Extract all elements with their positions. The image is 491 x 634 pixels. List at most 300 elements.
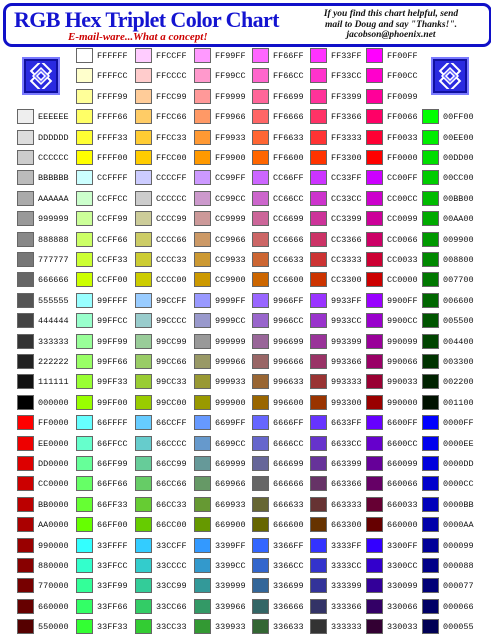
hex-label: 66CC99 (156, 459, 187, 469)
color-swatch[interactable] (366, 170, 383, 185)
color-swatch[interactable] (366, 232, 383, 247)
hex-label: 6666CC (273, 439, 304, 449)
color-swatch[interactable] (366, 293, 383, 308)
color-swatch[interactable] (366, 395, 383, 410)
color-swatch[interactable] (76, 191, 93, 206)
hex-label: 663333 (331, 500, 362, 510)
color-swatch[interactable] (194, 395, 211, 410)
color-swatch[interactable] (76, 272, 93, 287)
color-swatch[interactable] (422, 252, 439, 267)
color-swatch[interactable] (366, 619, 383, 634)
color-swatch[interactable] (422, 211, 439, 226)
page-title: RGB Hex Triplet Color Chart (14, 7, 279, 32)
color-swatch[interactable] (422, 558, 439, 573)
color-swatch[interactable] (252, 497, 269, 512)
color-swatch[interactable] (252, 68, 269, 83)
color-swatch[interactable] (194, 354, 211, 369)
color-swatch[interactable] (252, 354, 269, 369)
color-swatch[interactable] (366, 558, 383, 573)
color-swatch[interactable] (366, 252, 383, 267)
color-swatch[interactable] (76, 313, 93, 328)
color-swatch[interactable] (135, 150, 152, 165)
color-swatch[interactable] (252, 170, 269, 185)
hex-label: FF33CC (331, 71, 362, 81)
color-swatch[interactable] (422, 374, 439, 389)
color-swatch[interactable] (422, 334, 439, 349)
color-swatch[interactable] (135, 130, 152, 145)
color-swatch[interactable] (76, 578, 93, 593)
color-swatch[interactable] (366, 150, 383, 165)
color-swatch[interactable] (252, 456, 269, 471)
color-swatch[interactable] (17, 599, 34, 614)
color-swatch[interactable] (194, 109, 211, 124)
hex-label: CCCC00 (156, 275, 187, 285)
color-swatch[interactable] (252, 415, 269, 430)
color-swatch[interactable] (366, 517, 383, 532)
color-swatch[interactable] (194, 150, 211, 165)
color-swatch[interactable] (366, 354, 383, 369)
color-swatch[interactable] (366, 538, 383, 553)
color-swatch[interactable] (17, 558, 34, 573)
color-swatch[interactable] (76, 415, 93, 430)
hex-label: 999999 (38, 214, 69, 224)
hex-label: FF6600 (273, 153, 304, 163)
color-swatch[interactable] (252, 211, 269, 226)
hex-label: FF9999 (215, 92, 246, 102)
color-swatch[interactable] (310, 68, 327, 83)
color-swatch[interactable] (135, 232, 152, 247)
color-swatch[interactable] (310, 497, 327, 512)
color-swatch[interactable] (310, 211, 327, 226)
hex-label: 660000 (38, 602, 69, 612)
color-swatch[interactable] (366, 89, 383, 104)
hex-label: DD0000 (38, 459, 69, 469)
color-swatch[interactable] (76, 130, 93, 145)
color-swatch[interactable] (366, 272, 383, 287)
color-swatch[interactable] (252, 313, 269, 328)
hex-label: 770000 (38, 581, 69, 591)
color-swatch[interactable] (422, 313, 439, 328)
color-swatch[interactable] (252, 150, 269, 165)
color-swatch[interactable] (422, 497, 439, 512)
hex-label: 0000FF (443, 418, 474, 428)
color-swatch[interactable] (76, 599, 93, 614)
color-swatch[interactable] (366, 130, 383, 145)
color-swatch[interactable] (135, 68, 152, 83)
color-swatch[interactable] (135, 313, 152, 328)
hex-label: 330066 (387, 602, 418, 612)
color-swatch[interactable] (252, 89, 269, 104)
color-swatch[interactable] (135, 517, 152, 532)
hex-label: 666666 (273, 479, 304, 489)
color-swatch[interactable] (76, 48, 93, 63)
color-swatch[interactable] (17, 456, 34, 471)
hex-label: FF0066 (387, 112, 418, 122)
color-swatch[interactable] (135, 558, 152, 573)
color-swatch[interactable] (17, 232, 34, 247)
color-swatch[interactable] (310, 191, 327, 206)
hex-label: 99FF00 (97, 398, 128, 408)
color-swatch[interactable] (194, 334, 211, 349)
color-swatch[interactable] (76, 436, 93, 451)
color-swatch[interactable] (17, 313, 34, 328)
color-swatch[interactable] (194, 293, 211, 308)
color-swatch[interactable] (366, 476, 383, 491)
color-swatch[interactable] (17, 415, 34, 430)
hex-label: 9933CC (331, 316, 362, 326)
color-swatch[interactable] (135, 497, 152, 512)
color-swatch[interactable] (135, 395, 152, 410)
color-swatch[interactable] (76, 619, 93, 634)
color-swatch[interactable] (135, 48, 152, 63)
color-swatch[interactable] (194, 313, 211, 328)
note-line-1: If you find this chart helpful, send (323, 9, 459, 19)
hex-label: 996699 (273, 337, 304, 347)
hex-label: 333366 (331, 602, 362, 612)
hex-label: 33FFCC (97, 561, 128, 571)
color-swatch[interactable] (310, 334, 327, 349)
color-swatch[interactable] (194, 130, 211, 145)
color-swatch[interactable] (17, 578, 34, 593)
hex-label: FFCC99 (156, 92, 187, 102)
color-swatch[interactable] (310, 354, 327, 369)
color-swatch[interactable] (252, 558, 269, 573)
hex-label: 99FF66 (97, 357, 128, 367)
color-swatch[interactable] (310, 89, 327, 104)
hex-label: FF9900 (215, 153, 246, 163)
hex-label: 993399 (331, 337, 362, 347)
color-swatch[interactable] (135, 252, 152, 267)
color-swatch[interactable] (310, 150, 327, 165)
color-swatch[interactable] (194, 252, 211, 267)
color-swatch[interactable] (194, 191, 211, 206)
color-swatch[interactable] (422, 232, 439, 247)
color-swatch[interactable] (76, 456, 93, 471)
color-swatch[interactable] (76, 252, 93, 267)
color-swatch[interactable] (17, 517, 34, 532)
color-swatch[interactable] (366, 211, 383, 226)
color-swatch[interactable] (17, 334, 34, 349)
color-swatch[interactable] (135, 272, 152, 287)
color-swatch[interactable] (76, 150, 93, 165)
color-swatch[interactable] (310, 374, 327, 389)
color-swatch[interactable] (76, 395, 93, 410)
color-swatch[interactable] (17, 252, 34, 267)
color-swatch[interactable] (17, 374, 34, 389)
color-swatch[interactable] (422, 538, 439, 553)
hex-label: 669966 (215, 479, 246, 489)
hex-label: 66FF33 (97, 500, 128, 510)
color-swatch[interactable] (422, 476, 439, 491)
color-swatch[interactable] (194, 211, 211, 226)
color-swatch[interactable] (135, 170, 152, 185)
color-swatch[interactable] (76, 354, 93, 369)
color-swatch[interactable] (366, 334, 383, 349)
color-swatch[interactable] (17, 619, 34, 634)
hex-label: 777777 (38, 255, 69, 265)
color-swatch[interactable] (422, 150, 439, 165)
color-swatch[interactable] (252, 619, 269, 634)
color-swatch[interactable] (366, 191, 383, 206)
color-swatch[interactable] (366, 436, 383, 451)
color-swatch[interactable] (17, 272, 34, 287)
hex-label: CC00FF (387, 173, 418, 183)
color-swatch[interactable] (194, 538, 211, 553)
hex-label: 00BB00 (443, 194, 474, 204)
color-swatch[interactable] (135, 334, 152, 349)
hex-label: 99CCFF (156, 296, 187, 306)
hex-label: FFFF33 (97, 133, 128, 143)
hex-label: 999999 (215, 337, 246, 347)
color-swatch[interactable] (366, 313, 383, 328)
color-swatch[interactable] (194, 578, 211, 593)
hex-label: FF3399 (331, 92, 362, 102)
color-swatch[interactable] (310, 619, 327, 634)
color-swatch[interactable] (135, 211, 152, 226)
color-swatch[interactable] (422, 436, 439, 451)
color-swatch[interactable] (17, 497, 34, 512)
color-swatch[interactable] (310, 232, 327, 247)
color-swatch[interactable] (252, 252, 269, 267)
color-swatch[interactable] (17, 170, 34, 185)
hex-label: 33FF99 (97, 581, 128, 591)
color-swatch[interactable] (366, 578, 383, 593)
hex-label: 3333FF (331, 541, 362, 551)
color-swatch[interactable] (135, 374, 152, 389)
color-swatch[interactable] (252, 517, 269, 532)
color-swatch[interactable] (422, 415, 439, 430)
color-swatch[interactable] (252, 232, 269, 247)
color-swatch[interactable] (194, 89, 211, 104)
color-swatch[interactable] (194, 456, 211, 471)
hex-label: FF0099 (387, 92, 418, 102)
color-swatch[interactable] (17, 354, 34, 369)
color-swatch[interactable] (194, 232, 211, 247)
color-swatch[interactable] (252, 436, 269, 451)
color-swatch[interactable] (252, 191, 269, 206)
color-swatch[interactable] (17, 293, 34, 308)
color-swatch[interactable] (76, 170, 93, 185)
color-swatch[interactable] (310, 517, 327, 532)
color-swatch[interactable] (194, 497, 211, 512)
color-swatch[interactable] (310, 395, 327, 410)
hex-label: 666633 (273, 500, 304, 510)
hex-label: BB0000 (38, 500, 69, 510)
color-swatch[interactable] (76, 334, 93, 349)
hex-label: 336666 (273, 602, 304, 612)
color-swatch[interactable] (366, 374, 383, 389)
color-swatch[interactable] (76, 109, 93, 124)
color-swatch[interactable] (17, 130, 34, 145)
color-swatch[interactable] (76, 558, 93, 573)
color-swatch[interactable] (310, 599, 327, 614)
color-swatch[interactable] (76, 68, 93, 83)
color-swatch[interactable] (76, 211, 93, 226)
color-swatch[interactable] (310, 48, 327, 63)
color-swatch[interactable] (422, 599, 439, 614)
hex-label: AA0000 (38, 520, 69, 530)
color-swatch[interactable] (310, 538, 327, 553)
color-swatch[interactable] (76, 374, 93, 389)
hex-label: 99CC66 (156, 357, 187, 367)
color-swatch[interactable] (366, 599, 383, 614)
hex-label: 0000CC (443, 479, 474, 489)
hex-label: FFFFCC (97, 71, 128, 81)
color-swatch[interactable] (366, 68, 383, 83)
hex-label: CC9900 (215, 275, 246, 285)
color-swatch[interactable] (422, 109, 439, 124)
color-swatch[interactable] (252, 334, 269, 349)
color-swatch[interactable] (310, 130, 327, 145)
color-swatch[interactable] (422, 170, 439, 185)
color-swatch[interactable] (310, 313, 327, 328)
hex-label: FFFF66 (97, 112, 128, 122)
color-swatch[interactable] (135, 578, 152, 593)
hex-label: 66FF66 (97, 479, 128, 489)
hex-label: 003300 (443, 357, 474, 367)
hex-label: 99FFFF (97, 296, 128, 306)
color-swatch[interactable] (366, 497, 383, 512)
hex-label: 222222 (38, 357, 69, 367)
color-swatch[interactable] (422, 130, 439, 145)
color-swatch[interactable] (17, 395, 34, 410)
color-swatch[interactable] (135, 89, 152, 104)
hex-label: 66CC00 (156, 520, 187, 530)
color-swatch[interactable] (252, 293, 269, 308)
hex-label: 007700 (443, 275, 474, 285)
color-swatch[interactable] (252, 599, 269, 614)
color-swatch[interactable] (252, 109, 269, 124)
color-swatch[interactable] (310, 476, 327, 491)
color-swatch[interactable] (422, 578, 439, 593)
color-swatch[interactable] (76, 232, 93, 247)
color-swatch[interactable] (310, 272, 327, 287)
color-swatch[interactable] (422, 395, 439, 410)
color-swatch[interactable] (422, 619, 439, 634)
color-swatch[interactable] (194, 68, 211, 83)
color-swatch[interactable] (252, 578, 269, 593)
color-swatch[interactable] (76, 89, 93, 104)
color-swatch[interactable] (252, 476, 269, 491)
color-swatch[interactable] (310, 170, 327, 185)
color-swatch[interactable] (366, 415, 383, 430)
color-swatch[interactable] (194, 476, 211, 491)
color-swatch[interactable] (135, 415, 152, 430)
hex-label: 33CC99 (156, 581, 187, 591)
color-swatch[interactable] (422, 456, 439, 471)
color-swatch[interactable] (310, 436, 327, 451)
color-swatch[interactable] (310, 415, 327, 430)
color-swatch[interactable] (310, 578, 327, 593)
color-swatch[interactable] (194, 374, 211, 389)
color-swatch[interactable] (194, 48, 211, 63)
hex-label: CC9966 (215, 235, 246, 245)
hex-label: 669999 (215, 459, 246, 469)
color-swatch[interactable] (76, 497, 93, 512)
hex-label: 66FFCC (97, 439, 128, 449)
color-swatch[interactable] (252, 48, 269, 63)
color-swatch[interactable] (194, 558, 211, 573)
hex-label: 660000 (387, 520, 418, 530)
color-swatch[interactable] (252, 130, 269, 145)
color-swatch[interactable] (422, 191, 439, 206)
color-swatch[interactable] (135, 109, 152, 124)
color-swatch[interactable] (310, 109, 327, 124)
color-swatch[interactable] (135, 538, 152, 553)
hex-label: 66FFFF (97, 418, 128, 428)
hex-label: FF00FF (387, 51, 418, 61)
color-swatch[interactable] (422, 272, 439, 287)
color-swatch[interactable] (310, 252, 327, 267)
color-swatch[interactable] (76, 476, 93, 491)
hex-label: FFCC00 (156, 153, 187, 163)
email-link[interactable]: jacobson@phoenix.net (346, 30, 436, 40)
color-swatch[interactable] (76, 293, 93, 308)
hex-label: 99FF99 (97, 337, 128, 347)
color-swatch[interactable] (366, 109, 383, 124)
color-swatch[interactable] (135, 476, 152, 491)
color-swatch[interactable] (422, 293, 439, 308)
hex-label: FF3300 (331, 153, 362, 163)
color-swatch[interactable] (135, 436, 152, 451)
color-swatch[interactable] (194, 170, 211, 185)
color-swatch[interactable] (194, 619, 211, 634)
hex-label: 6633FF (331, 418, 362, 428)
color-swatch[interactable] (76, 517, 93, 532)
color-swatch[interactable] (17, 476, 34, 491)
hex-label: 336633 (273, 622, 304, 632)
hex-label: CC6600 (273, 275, 304, 285)
color-swatch[interactable] (194, 517, 211, 532)
color-swatch[interactable] (366, 456, 383, 471)
color-swatch[interactable] (252, 538, 269, 553)
color-swatch[interactable] (17, 150, 34, 165)
hex-label: FF66CC (273, 71, 304, 81)
hex-label: 00FF00 (443, 112, 474, 122)
hex-label: CCCCFF (156, 173, 187, 183)
color-swatch[interactable] (135, 599, 152, 614)
color-swatch[interactable] (252, 374, 269, 389)
hex-label: CC0099 (387, 214, 418, 224)
color-swatch[interactable] (135, 354, 152, 369)
hex-label: 004400 (443, 337, 474, 347)
color-swatch[interactable] (194, 415, 211, 430)
color-swatch[interactable] (17, 109, 34, 124)
color-swatch[interactable] (17, 436, 34, 451)
color-swatch[interactable] (252, 395, 269, 410)
color-swatch[interactable] (310, 456, 327, 471)
color-swatch[interactable] (310, 293, 327, 308)
color-swatch[interactable] (194, 599, 211, 614)
color-swatch[interactable] (135, 619, 152, 634)
color-swatch[interactable] (194, 436, 211, 451)
color-swatch[interactable] (422, 517, 439, 532)
color-swatch[interactable] (76, 538, 93, 553)
color-swatch[interactable] (135, 191, 152, 206)
color-swatch[interactable] (17, 211, 34, 226)
color-swatch[interactable] (252, 272, 269, 287)
color-swatch[interactable] (194, 272, 211, 287)
hex-label: 3300FF (387, 541, 418, 551)
color-swatch[interactable] (366, 48, 383, 63)
color-swatch[interactable] (17, 538, 34, 553)
color-swatch[interactable] (135, 293, 152, 308)
color-swatch[interactable] (310, 558, 327, 573)
hex-label: CC66FF (273, 173, 304, 183)
color-swatch[interactable] (17, 191, 34, 206)
color-swatch[interactable] (422, 354, 439, 369)
color-swatch[interactable] (135, 456, 152, 471)
